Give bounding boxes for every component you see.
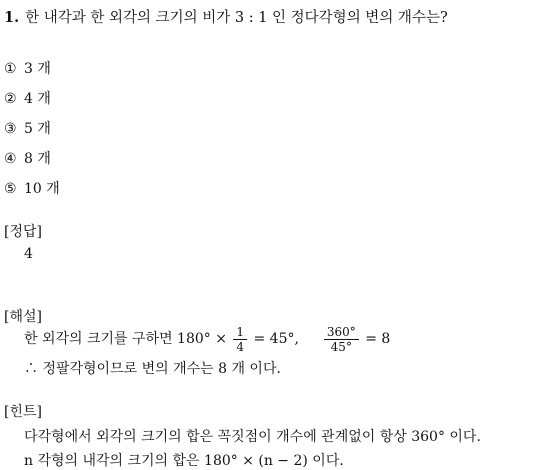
solution-line-1-mid: = 45°,	[253, 331, 299, 347]
question	[4, 6, 448, 27]
solution-line-1	[24, 322, 390, 356]
option-1-mark: ①	[4, 61, 17, 77]
option-3-label: 5 개	[24, 121, 51, 137]
option-1-label: 3 개	[24, 61, 51, 77]
option-2[interactable]	[4, 88, 51, 108]
question-number: 1.	[4, 9, 20, 26]
option-5[interactable]	[4, 178, 60, 198]
fraction-360-over-45	[324, 325, 359, 354]
fraction-one-quarter	[233, 325, 247, 354]
fraction-2-numerator: 360°	[326, 324, 356, 339]
question-text: 한 내각과 한 외각의 크기의 비가 3 : 1 인 정다각형의 변의 개수는?	[25, 10, 448, 26]
fraction-2-denominator: 45°	[330, 339, 352, 354]
answer-value: 4	[24, 246, 33, 262]
option-5-label: 10 개	[24, 181, 60, 197]
option-3-mark: ③	[4, 121, 17, 137]
option-4[interactable]	[4, 148, 51, 168]
solution-line-2: ∴ 정팔각형이므로 변의 개수는 8 개 이다.	[24, 361, 281, 377]
hint-line-1: 다각형에서 외각의 크기의 합은 꼭짓점이 개수에 관계없이 항상 360° 이다.	[24, 429, 481, 445]
hint-heading: [힌트]	[4, 404, 42, 420]
option-2-mark: ②	[4, 91, 17, 107]
option-4-mark: ④	[4, 151, 17, 167]
solution-heading: [해설]	[4, 309, 42, 325]
option-1[interactable]	[4, 58, 51, 78]
option-5-mark: ⑤	[4, 181, 17, 197]
solution-line-1-prefix: 한 외각의 크기를 구하면 180° ×	[24, 331, 227, 347]
option-4-label: 8 개	[24, 151, 51, 167]
answer-heading: [정답]	[4, 224, 42, 240]
fraction-1-numerator: 1	[236, 324, 245, 339]
solution-line-1-suffix: = 8	[365, 331, 391, 347]
hint-line-2: n 각형의 내각의 크기의 합은 180° × (n − 2) 이다.	[24, 453, 344, 469]
option-2-label: 4 개	[24, 91, 51, 107]
option-3[interactable]	[4, 118, 51, 138]
fraction-1-denominator: 4	[236, 339, 245, 354]
